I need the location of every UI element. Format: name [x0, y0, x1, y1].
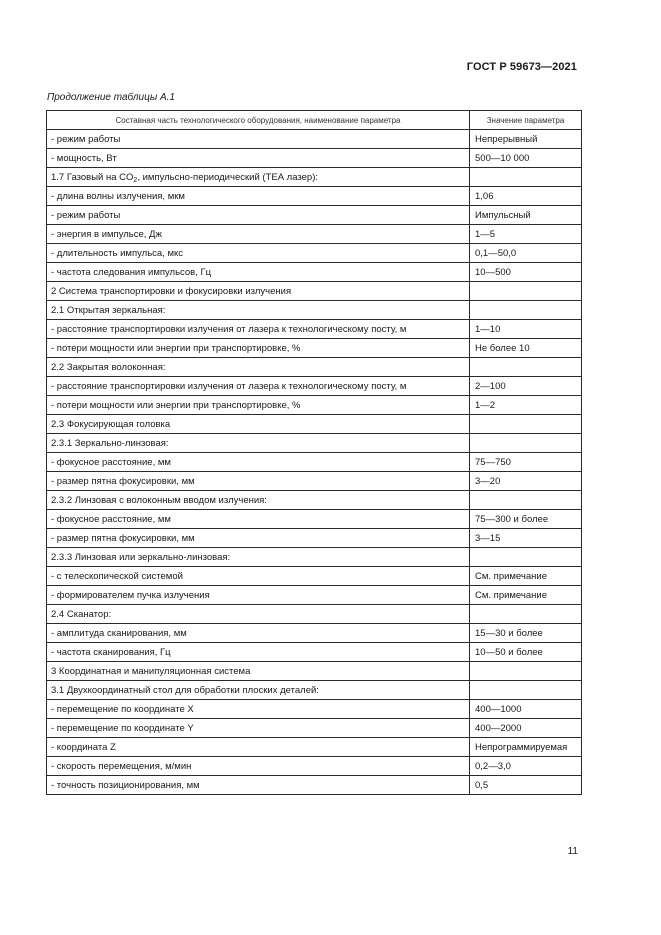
parameter-name: 3 Координатная и манипуляционная система [47, 662, 470, 681]
parameter-value: См. примечание [470, 567, 582, 586]
parameter-name: - координата Z [47, 738, 470, 757]
parameter-value [470, 491, 582, 510]
parameter-name [47, 168, 470, 187]
parameter-value: Непрограммируемая [470, 738, 582, 757]
parameter-name: - частота сканирования, Гц [47, 643, 470, 662]
parameter-name: - длительность импульса, мкс [47, 244, 470, 263]
table-row [47, 396, 582, 415]
parameter-value: 1,06 [470, 187, 582, 206]
parameter-value: 10—500 [470, 263, 582, 282]
parameter-value: Импульсный [470, 206, 582, 225]
parameter-name: - размер пятна фокусировки, мм [47, 529, 470, 548]
table-row [47, 605, 582, 624]
parameter-name: - потери мощности или энергии при транспортировке, % [47, 339, 470, 358]
parameter-value: 400—1000 [470, 700, 582, 719]
parameter-value: 2—100 [470, 377, 582, 396]
parameter-value: См. примечание [470, 586, 582, 605]
table-row [47, 776, 582, 795]
table-row [47, 681, 582, 700]
parameter-text: 1.7 Газовый на CO [51, 171, 134, 183]
parameter-value [470, 605, 582, 624]
parameter-name: - фокусное расстояние, мм [47, 453, 470, 472]
standard-code: ГОСТ Р 59673—2021 [466, 61, 577, 73]
parameter-value [470, 434, 582, 453]
parameter-value: Не более 10 [470, 339, 582, 358]
parameter-name: 2.1 Открытая зеркальная: [47, 301, 470, 320]
table-row [47, 377, 582, 396]
table-row [47, 491, 582, 510]
parameter-name: - с телескопической системой [47, 567, 470, 586]
table-row [47, 757, 582, 776]
table-row [47, 339, 582, 358]
parameter-name: - фокусное расстояние, мм [47, 510, 470, 529]
parameter-value: Непрерывный [470, 130, 582, 149]
parameter-value: 0,5 [470, 776, 582, 795]
parameter-name: - амплитуда сканирования, мм [47, 624, 470, 643]
table-row [47, 586, 582, 605]
parameter-name: - расстояние транспортировки излучения от лазера к технологическому посту, м [47, 377, 470, 396]
parameter-name: - перемещение по координате Y [47, 719, 470, 738]
parameter-text: , импульсно-периодический (ТЕА лазер): [137, 171, 319, 183]
table-row [47, 662, 582, 681]
parameter-name: - точность позиционирования, мм [47, 776, 470, 795]
parameter-name: - скорость перемещения, м/мин [47, 757, 470, 776]
table-row [47, 168, 582, 187]
parameter-value: 1—5 [470, 225, 582, 244]
parameter-value [470, 168, 582, 187]
parameter-value: 3—20 [470, 472, 582, 491]
table-row [47, 472, 582, 491]
parameter-value: 10—50 и более [470, 643, 582, 662]
parameter-name: 2.2 Закрытая волоконная: [47, 358, 470, 377]
parameter-name: 2.3.1 Зеркально-линзовая: [47, 434, 470, 453]
table-row [47, 282, 582, 301]
parameter-name: - расстояние транспортировки излучения от лазера к технологическому посту, м [47, 320, 470, 339]
column-header-value: Значение параметра [470, 111, 582, 130]
table-row [47, 130, 582, 149]
parameter-value [470, 548, 582, 567]
table-caption: Продолжение таблицы А.1 [47, 92, 175, 103]
parameter-value: 500—10 000 [470, 149, 582, 168]
table-body [47, 130, 582, 795]
parameter-value: 3—15 [470, 529, 582, 548]
table-row [47, 643, 582, 662]
parameter-value: 0,1—50,0 [470, 244, 582, 263]
table-row [47, 358, 582, 377]
table-row [47, 738, 582, 757]
table-row [47, 510, 582, 529]
parameter-name: 3.1 Двухкоординатный стол для обработки плоских деталей: [47, 681, 470, 700]
parameter-name: - размер пятна фокусировки, мм [47, 472, 470, 491]
table-row [47, 719, 582, 738]
table-row [47, 529, 582, 548]
parameter-name: 2.3.3 Линзовая или зеркально-линзовая: [47, 548, 470, 567]
parameter-name: 2.3.2 Линзовая с волоконным вводом излучения: [47, 491, 470, 510]
table-row [47, 320, 582, 339]
table-row [47, 415, 582, 434]
parameter-name: - энергия в импульсе, Дж [47, 225, 470, 244]
parameter-value [470, 681, 582, 700]
parameter-value: 1—10 [470, 320, 582, 339]
parameter-value [470, 301, 582, 320]
table-row [47, 187, 582, 206]
parameter-subscript: 2 [133, 176, 138, 184]
column-header-component: Составная часть технологического оборудования, наименование параметра [47, 111, 470, 130]
parameter-name: - формирователем пучка излучения [47, 586, 470, 605]
parameter-value [470, 415, 582, 434]
table-row [47, 624, 582, 643]
parameter-value: 75—300 и более [470, 510, 582, 529]
parameter-name: - мощность, Вт [47, 149, 470, 168]
parameter-value: 0,2—3,0 [470, 757, 582, 776]
parameter-value: 15—30 и более [470, 624, 582, 643]
table-row [47, 548, 582, 567]
parameter-value: 75—750 [470, 453, 582, 472]
table-row [47, 206, 582, 225]
parameter-name: 2 Система транспортировки и фокусировки излучения [47, 282, 470, 301]
parameter-name: - режим работы [47, 130, 470, 149]
table-row [47, 453, 582, 472]
table-row [47, 700, 582, 719]
parameter-name: - потери мощности или энергии при транспортировке, % [47, 396, 470, 415]
parameter-name: - перемещение по координате X [47, 700, 470, 719]
parameter-value [470, 282, 582, 301]
table-row [47, 567, 582, 586]
parameters-table [46, 110, 582, 795]
parameter-name: - длина волны излучения, мкм [47, 187, 470, 206]
parameter-name: - частота следования импульсов, Гц [47, 263, 470, 282]
table-row [47, 301, 582, 320]
table-row [47, 225, 582, 244]
table-row [47, 434, 582, 453]
table-row [47, 244, 582, 263]
parameter-value: 400—2000 [470, 719, 582, 738]
page-number: 11 [567, 846, 578, 857]
table-header-row [47, 111, 582, 130]
parameter-name: 2.3 Фокусирующая головка [47, 415, 470, 434]
table-row [47, 263, 582, 282]
parameter-name: - режим работы [47, 206, 470, 225]
parameter-value [470, 358, 582, 377]
table-row [47, 149, 582, 168]
parameter-name: 2.4 Сканатор: [47, 605, 470, 624]
parameter-value: 1—2 [470, 396, 582, 415]
parameter-value [470, 662, 582, 681]
